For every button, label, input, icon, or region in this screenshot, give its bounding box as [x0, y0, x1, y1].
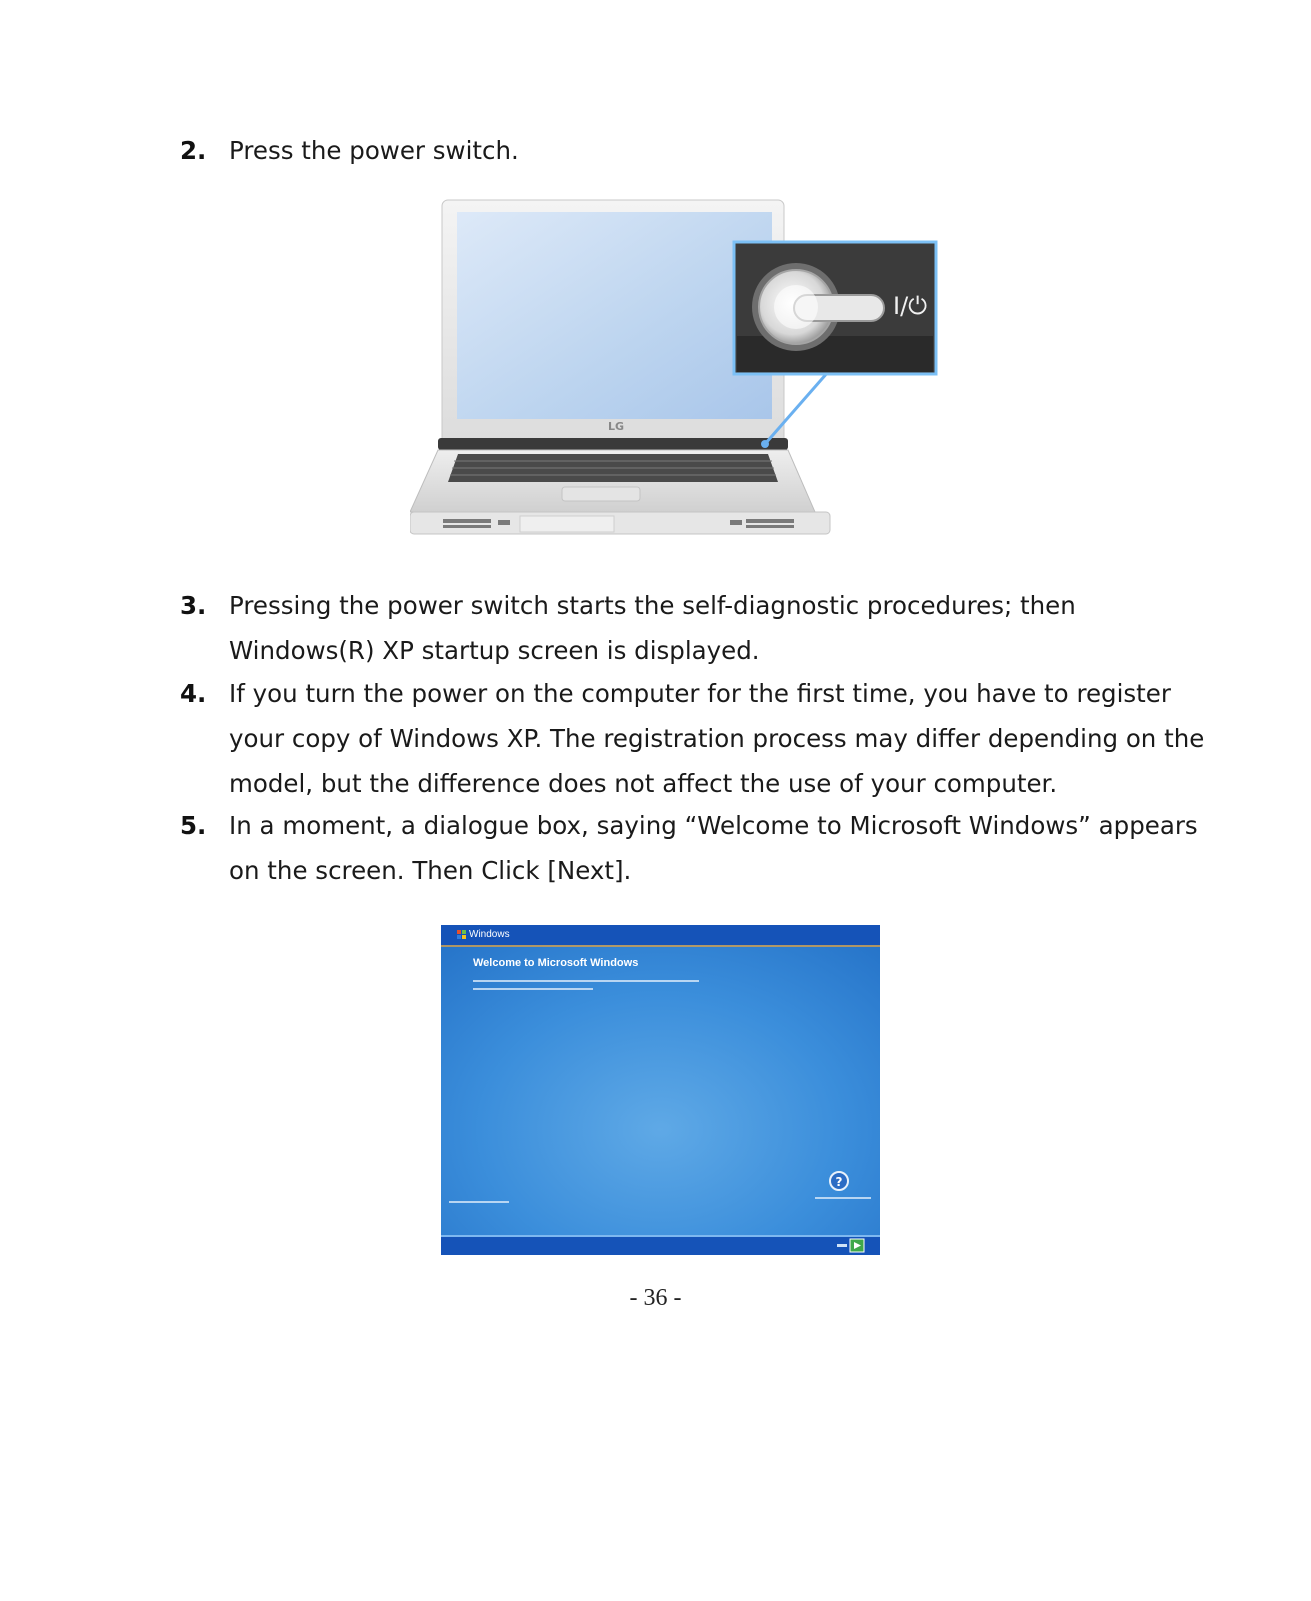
windows-screen-image: [441, 925, 880, 1255]
step-number: 4.: [180, 679, 207, 708]
step-number: 3.: [180, 591, 207, 620]
step-text: Pressing the power switch starts the self-diagnostic procedures; then Windows(R) XP startup screen is displayed.: [229, 591, 1076, 665]
step-number: 2.: [180, 136, 207, 165]
power-symbol-label: I/⏻: [893, 292, 928, 320]
step-text: Press the power switch.: [229, 136, 519, 165]
step-text: If you turn the power on the computer for the first time, you have to register your copy of Windows XP. The registration process may differ depending on the model, but the difference does not affect the use of your computer.: [229, 679, 1205, 798]
step-5: [180, 803, 1220, 893]
step-2: [180, 128, 1220, 173]
help-icon: [830, 1172, 848, 1190]
step-number: 5.: [180, 811, 207, 840]
step-3: [180, 583, 1220, 673]
step-text: In a moment, a dialogue box, saying “Welcome to Microsoft Windows” appears on the screen. Then Click [Next].: [229, 811, 1198, 885]
step-4: [180, 671, 1220, 806]
laptop-power-switch-figure: [410, 190, 970, 555]
laptop-icon: [410, 190, 970, 555]
brand-logo: LG: [608, 420, 625, 433]
welcome-title: Welcome to Microsoft Windows: [473, 957, 639, 969]
windows-welcome-screenshot: [441, 925, 880, 1255]
svg-text:?: ?: [835, 1175, 843, 1189]
windows-logo-text: Windows: [469, 929, 510, 940]
page-number: - 36 -: [629, 1285, 682, 1311]
